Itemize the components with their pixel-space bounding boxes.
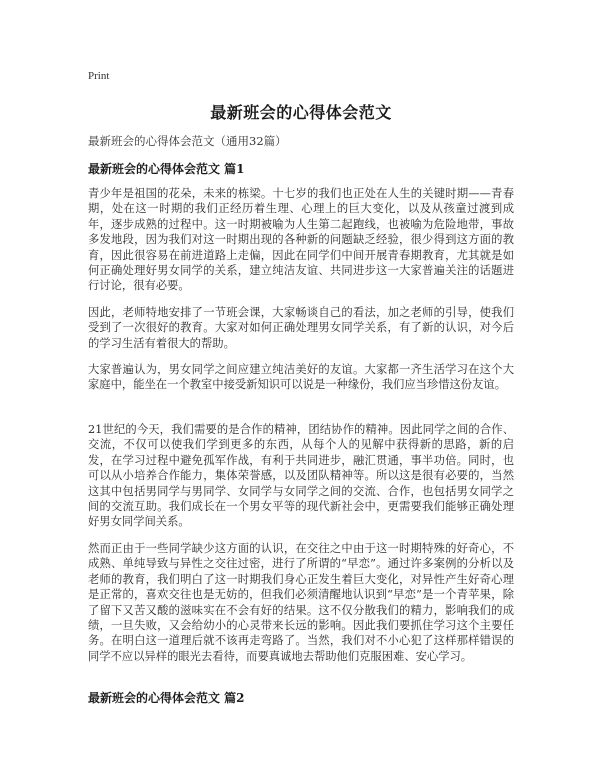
paragraph-5: 然而正由于一些同学缺少这方面的认识，在交往之中由于这一时期特殊的好奇心，不成熟、单纯导致与异性之交往过密，进行了所谓的“早恋”。通过许多案例的分析以及老师的教育，我们明白了这一时期我们身心正发生着巨大变化，对异性产生好奇心理是正常的，喜欢交往也是无妨的，但我们必须清醒地认识到“早恋”是一个青苹果，除了留下又苦又酸的滋味实在不会有好的结果。这不仅分散我们的精力，影响我们的成绩，一旦失败，又会给幼小的心灵带来长远的影响。因此我们要抓住学习这个主要任务。在明白这一道理后就不该再走弯路了。当然，我们对不小心犯了这样那样错误的同学不应以异样的眼光去看待，而要真诚地去帮助他们克服困难、安心学习。: [88, 542, 514, 663]
print-link[interactable]: Print: [88, 70, 110, 82]
paragraph-1: 青少年是祖国的花朵，未来的栋梁。十七岁的我们也正处在人生的关键时期——青春期，处在这一时期的我们正经历着生理、心理上的巨大变化，以及从孩童过渡到成年，逐步成熟的过程中。这一时期被喻为人生第二起跑线，也被喻为危险地带，事故多发地段，因为我们对这一时期出现的各种新的问题缺乏经验，很少得到这方面的教育，因此很容易在前进道路上走偏，因此在同学们中间开展青春期教育，尤其就是如何正确处理好男女同学的关系，建立纯洁友谊、共同进步这一大家普遍关注的话题进行讨论，很有必要。: [88, 187, 514, 293]
section-heading-1: 最新班会的心得体会范文 篇1: [88, 162, 245, 176]
paragraph-3: 大家普遍认为，男女同学之间应建立纯洁美好的友谊。大家都一齐生活学习在这个大家庭中，能坐在一个教室中接受新知识可以说是一种缘份，我们应当珍惜这份友谊。: [88, 363, 514, 392]
section-heading-2: 最新班会的心得体会范文 篇2: [88, 691, 245, 705]
paragraph-4: 21世纪的今天，我们需要的是合作的精神，团结协作的精神。因此同学之间的合作、交流，不仅可以使我们学到更多的东西，从每个人的见解中获得新的思路，新的启发，在学习过程中避免孤军作战，有利于共同进步，融汇贯通，事半功倍。同时，也可以从小培养合作能力，集体荣誉感，以及团队精神等。所以这是很有必要的，当然这其中包括男同学与男同学、女同学与女同学之间的交流、合作，也包括男女同学之间的交流互助。我们成长在一个男女平等的现代新社会中，更需要我们能够正确处理好男女同学间关系。: [88, 423, 514, 529]
paragraph-2: 因此，老师特地安排了一节班会课，大家畅谈自己的看法，加之老师的引导，使我们受到了一次很好的教育。大家对如何正确处理男女同学关系，有了新的认识，对今后的学习生活有着很大的帮助。: [88, 306, 514, 350]
document-title: 最新班会的心得体会范文: [210, 103, 392, 122]
document-subtitle: 最新班会的心得体会范文（通用32篇）: [88, 134, 287, 148]
